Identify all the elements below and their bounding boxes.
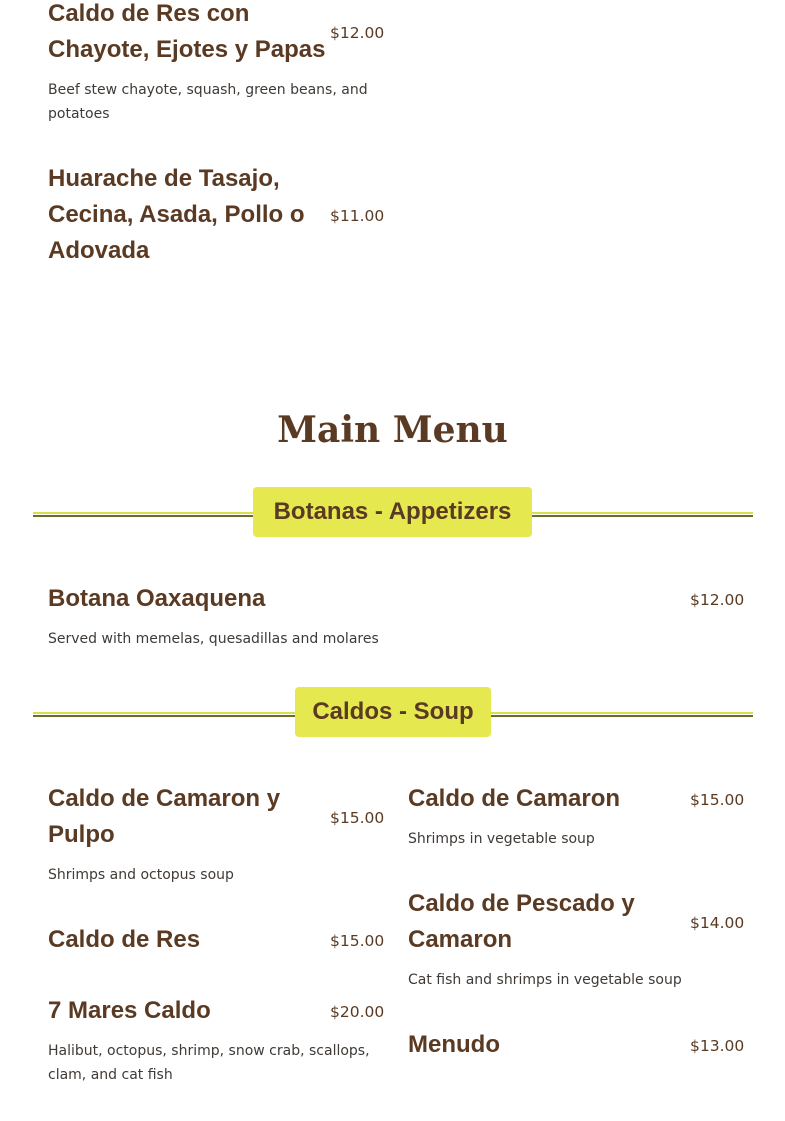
menu-item-price: $15.00 bbox=[330, 809, 385, 827]
section-badge-appetizers: Botanas - Appetizers bbox=[253, 487, 532, 537]
menu-item-description: Served with memelas, quesadillas and molares bbox=[48, 631, 379, 647]
menu-item-name: 7 Mares Caldo bbox=[48, 997, 211, 1024]
menu-item-price: $14.00 bbox=[690, 914, 745, 932]
page-title: Main Menu bbox=[277, 409, 508, 451]
menu-item-name: Caldo de Res con Chayote, Ejotes y Papas bbox=[48, 0, 326, 63]
menu-item-description: Shrimps and octopus soup bbox=[48, 867, 234, 883]
menu-item-description: Halibut, octopus, shrimp, snow crab, scallops, clam, and cat fish bbox=[48, 1043, 370, 1083]
menu-item-price: $11.00 bbox=[330, 207, 385, 225]
menu-item-description: Shrimps in vegetable soup bbox=[408, 831, 595, 847]
menu-item-price: $12.00 bbox=[330, 24, 385, 42]
menu-item-price: $13.00 bbox=[690, 1037, 745, 1055]
menu-item-name: Caldo de Res bbox=[48, 926, 201, 953]
menu-item-name: Caldo de Camaron y Pulpo bbox=[48, 785, 281, 848]
menu-item-description: Cat fish and shrimps in vegetable soup bbox=[408, 972, 682, 988]
menu-item-name: Botana Oaxaquena bbox=[48, 585, 266, 612]
menu-item-name: Caldo de Camaron bbox=[408, 785, 621, 812]
menu-item-description: Beef stew chayote, squash, green beans, and potatoes bbox=[48, 82, 368, 122]
menu-item-name: Menudo bbox=[408, 1031, 500, 1058]
menu-item-price: $20.00 bbox=[330, 1003, 385, 1021]
menu-item-price: $15.00 bbox=[330, 932, 385, 950]
menu-item-price: $15.00 bbox=[690, 791, 745, 809]
menu-item-name: Caldo de Pescado y Camaron bbox=[408, 890, 635, 953]
menu-item-price: $12.00 bbox=[690, 591, 745, 609]
section-badge-soup: Caldos - Soup bbox=[295, 687, 491, 737]
menu-item-name: Huarache de Tasajo, Cecina, Asada, Pollo o Adovada bbox=[48, 165, 305, 264]
